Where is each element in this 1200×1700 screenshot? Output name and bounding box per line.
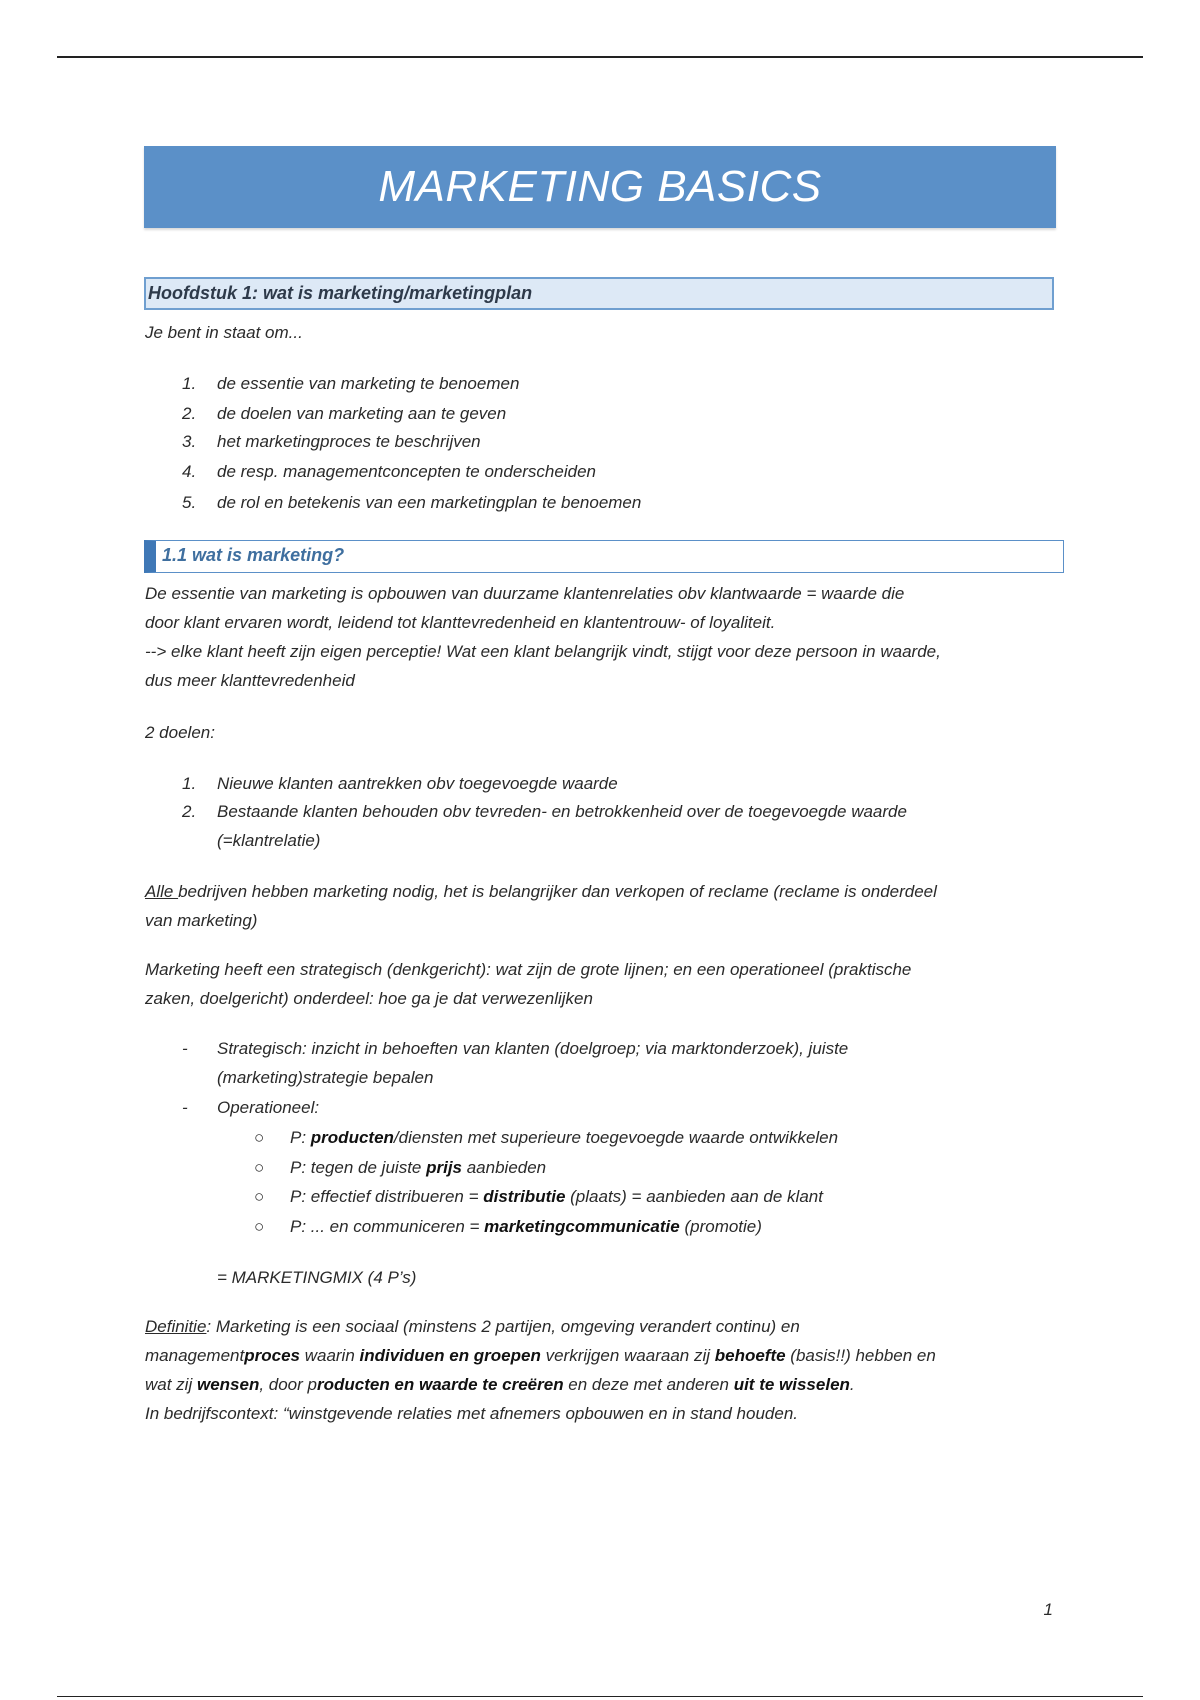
page-number: 1 [1043, 1600, 1053, 1619]
definition-label: Definitie [145, 1317, 207, 1336]
objective-text: de resp. managementconcepten te onderscheiden [217, 462, 596, 481]
strategic-item-cont: (marketing)strategie bepalen [217, 1068, 434, 1087]
p-item-distributie: P: effectief distribueren = distributie (plaats) = aanbieden aan de klant [290, 1187, 823, 1206]
circle-bullet-icon: ○ [254, 1187, 265, 1206]
strategic-item: Strategisch: inzicht in behoeften van klanten (doelgroep; via marktonderzoek), juiste [217, 1039, 849, 1058]
objective-number: 1. [182, 374, 197, 393]
goal-continuation: (=klantrelatie) [217, 831, 321, 850]
objective-text: het marketingproces te beschrijven [217, 432, 481, 451]
objective-text: de essentie van marketing te benoemen [217, 374, 520, 393]
title-banner [144, 146, 1056, 228]
goal-text: Bestaande klanten behouden obv tevreden- en betrokkenheid over de toegevoegde waarde [217, 802, 907, 821]
definition-paragraph: Definitie: Marketing is een sociaal (minstens 2 partijen, omgeving verandert continu) en managementproces waarin individuen en groepen verkrijgen waaraan zij behoefte (basis!!) hebben en wat zij wensen, door producten en waarde te creëren en deze met anderen uit te wisselen. In bedrijfscontext: “winstgevende relaties met afnemers opbouwen en in stand houden. [145, 1317, 936, 1423]
circle-bullet-icon: ○ [254, 1217, 265, 1236]
intro-text: Je bent in staat om... [145, 323, 303, 342]
goal-text: Nieuwe klanten aantrekken obv toegevoegde waarde [217, 774, 618, 793]
goal-number: 1. [182, 774, 197, 793]
marketingmix-summary: = MARKETINGMIX (4 P’s) [217, 1268, 417, 1287]
p-item-promotie: P: ... en communiceren = marketingcommunicatie (promotie) [290, 1217, 762, 1236]
circle-bullet-icon: ○ [254, 1128, 265, 1147]
strategic-paragraph: Marketing heeft een strategisch (denkgericht): wat zijn de grote lijnen; en een operationeel (praktische zaken, doelgericht) onderdeel: hoe ga je dat verwezenlijken [145, 960, 912, 1008]
goal-number: 2. [182, 802, 197, 821]
dash-bullet: - [182, 1039, 188, 1058]
objective-text: de doelen van marketing aan te geven [217, 404, 507, 423]
goals-label: 2 doelen: [145, 723, 215, 742]
objective-number: 5. [182, 493, 197, 512]
all-companies-paragraph: Alle bedrijven hebben marketing nodig, het is belangrijker dan verkopen of reclame (reclame is onderdeel van marketing) [145, 882, 937, 930]
top-rule [57, 56, 1143, 58]
objective-text: de rol en betekenis van een marketingplan te benoemen [217, 493, 642, 512]
objective-number: 4. [182, 462, 197, 481]
p-item-prijs: P: tegen de juiste prijs aanbieden [290, 1158, 547, 1177]
essence-paragraph: De essentie van marketing is opbouwen van duurzame klantenrelaties obv klantwaarde = waarde die door klant ervaren wordt, leidend tot klanttevredenheid en klantentrouw- of loyaliteit. --> elke klant heeft zijn eigen perceptie! Wat een klant belangrijk vindt, stijgt voor deze persoon in waarde, dus meer klanttevredenheid [145, 584, 941, 690]
chapter-heading: Hoofdstuk 1: wat is marketing/marketingplan [144, 277, 1054, 310]
circle-bullet-icon: ○ [254, 1158, 265, 1177]
dash-bullet: - [182, 1098, 188, 1117]
operational-item: Operationeel: [217, 1098, 320, 1117]
section-heading: 1.1 wat is marketing? [144, 540, 1064, 573]
objective-number: 2. [182, 404, 197, 423]
objective-number: 3. [182, 432, 197, 451]
p-item-producten: P: producten/diensten met superieure toegevoegde waarde ontwikkelen [290, 1128, 839, 1147]
page-title: MARKETING BASICS [378, 162, 822, 211]
bottom-rule [57, 1696, 1143, 1697]
underlined-word: Alle [145, 882, 179, 901]
